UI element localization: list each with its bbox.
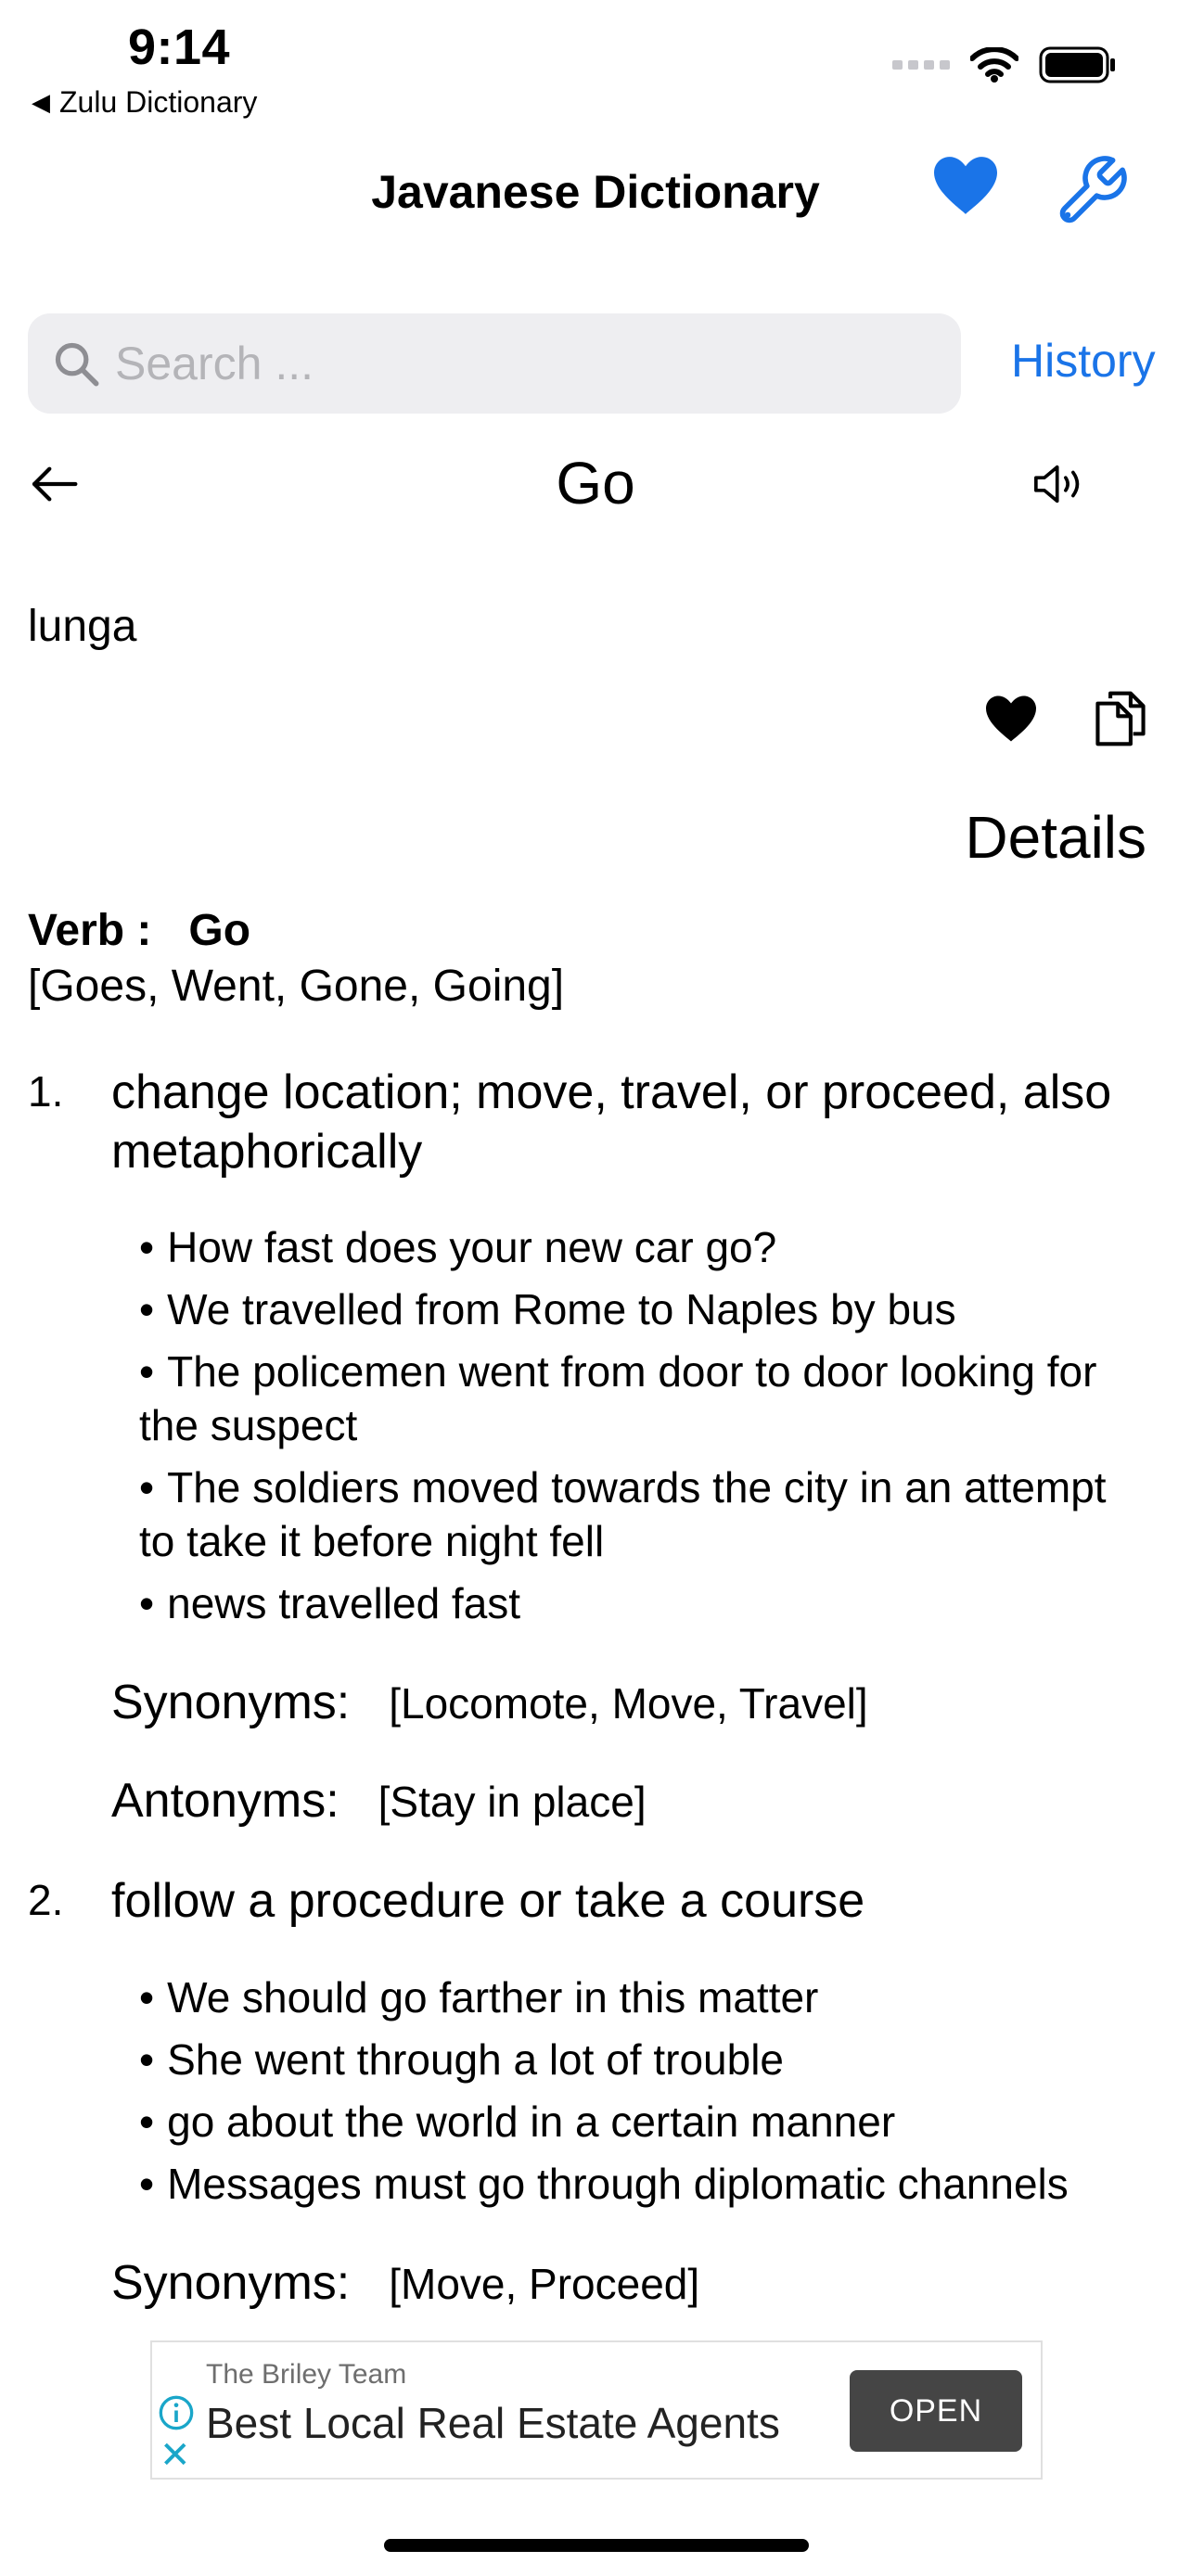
- ad-headline[interactable]: Best Local Real Estate Agents: [206, 2399, 780, 2447]
- sense-number: 2.: [28, 1876, 64, 1924]
- history-button[interactable]: History: [1011, 335, 1156, 387]
- favorites-heart-icon[interactable]: [930, 154, 1001, 217]
- back-triangle-icon: ◀: [32, 88, 50, 116]
- ad-sponsor: The Briley Team: [206, 2359, 407, 2390]
- synonyms-label: Synonyms:: [111, 1676, 351, 1729]
- synonyms-value: [Move, Proceed]: [389, 2260, 700, 2308]
- translation-text: lunga: [28, 602, 137, 651]
- example-item: • news travelled fast: [139, 1576, 1141, 1630]
- settings-wrench-icon[interactable]: [1053, 152, 1131, 230]
- synonyms-label: Synonyms:: [111, 2256, 351, 2310]
- antonyms-label: Antonyms:: [111, 1774, 339, 1828]
- ad-close-icon[interactable]: ✕: [160, 2435, 191, 2476]
- search-input[interactable]: [113, 336, 905, 391]
- copy-icon[interactable]: [1093, 688, 1148, 749]
- antonyms-row: [111, 1773, 647, 1829]
- back-to-app-link[interactable]: [32, 85, 257, 120]
- synonyms-value: [Locomote, Move, Travel]: [389, 1679, 868, 1728]
- speaker-icon[interactable]: [1030, 458, 1089, 510]
- pos-word: Go: [188, 906, 251, 955]
- example-item: • We travelled from Rome to Naples by bus: [139, 1282, 1141, 1336]
- battery-icon: [1039, 46, 1117, 83]
- sense-definition: follow a procedure or take a course: [111, 1874, 865, 1928]
- example-item: • We should go farther in this matter: [139, 1970, 1141, 2024]
- sense-number: 1.: [28, 1067, 64, 1116]
- home-indicator[interactable]: [384, 2539, 809, 2552]
- word-title: Go: [556, 450, 635, 516]
- example-item: • The soldiers moved towards the city in an attempt to take it before night fell: [139, 1460, 1141, 1568]
- example-item: • go about the world in a certain manner: [139, 2095, 1141, 2149]
- details-label: Details: [965, 804, 1146, 871]
- example-item: • How fast does your new car go?: [139, 1220, 1141, 1274]
- sense-definition: change location; move, travel, or proceed, also metaphorically: [111, 1065, 1112, 1179]
- antonyms-value: [Stay in place]: [378, 1778, 647, 1826]
- back-app-label: Zulu Dictionary: [59, 85, 258, 119]
- favorite-heart-icon[interactable]: [983, 694, 1039, 744]
- example-list: [139, 1220, 1141, 1639]
- status-icons: [892, 46, 1117, 83]
- wifi-icon: [970, 47, 1018, 83]
- nav-title: Javanese Dictionary: [371, 166, 820, 218]
- search-bar[interactable]: [28, 313, 961, 414]
- example-list: [139, 1970, 1141, 2219]
- ad-banner[interactable]: [150, 2340, 1043, 2480]
- signal-icon: [892, 58, 950, 71]
- status-time: 9:14: [128, 19, 231, 75]
- search-icon: [52, 339, 100, 388]
- example-item: • Messages must go through diplomatic channels: [139, 2157, 1141, 2211]
- example-item: • The policemen went from door to door looking for the suspect: [139, 1345, 1141, 1452]
- pos-label: Verb :: [28, 906, 152, 955]
- example-item: • She went through a lot of trouble: [139, 2033, 1141, 2086]
- ad-open-button[interactable]: OPEN: [850, 2370, 1022, 2452]
- synonyms-row: [111, 2255, 699, 2311]
- ad-info-icon[interactable]: [158, 2394, 195, 2431]
- part-of-speech: [28, 905, 250, 956]
- word-forms: [Goes, Went, Gone, Going]: [28, 962, 565, 1011]
- synonyms-row: [111, 1675, 868, 1730]
